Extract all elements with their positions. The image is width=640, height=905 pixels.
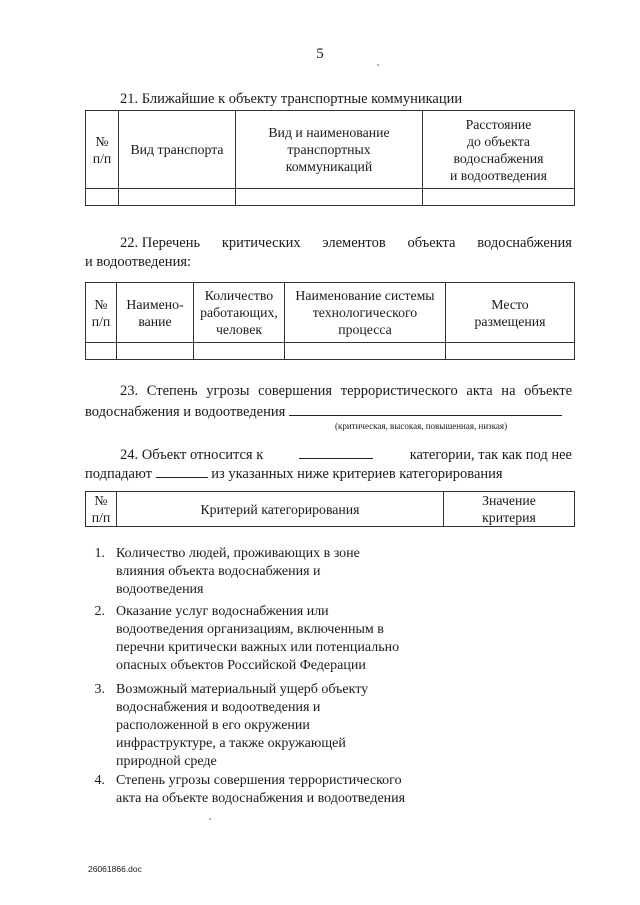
col-num-header: № п/п [86, 492, 117, 527]
section-22-word: критических [221, 235, 301, 251]
col-transport-type-header: Вид транспорта [119, 111, 236, 189]
criterion-number: 4. [94, 773, 105, 788]
section-22-word: 22. Перечень [120, 235, 201, 251]
section-24-line1-a: 24. Объект относится к [120, 447, 264, 463]
section-24-line2-b: из указанных ниже критериев категорирования [211, 466, 503, 482]
section-22-word: элементов [322, 235, 386, 251]
col-transport-name-header: Вид и наименование транспортных коммуникаций [236, 111, 423, 189]
file-name-footer: 26061866.doc [88, 864, 142, 874]
section-24-line1-b: категории, так как под нее [409, 447, 572, 463]
critical-elements-table [85, 282, 575, 360]
section-24-line2 [85, 464, 503, 483]
col-name-header: Наимено- вание [117, 283, 194, 343]
section-23-line2 [85, 402, 575, 421]
section-22-line2: и водоотведения: [85, 254, 192, 270]
criteria-count-blank [156, 464, 208, 478]
table-row [86, 343, 575, 360]
scan-speck [209, 818, 211, 820]
criterion-text: Оказание услуг водоснабжения или водоотведения организациям, включенным в перечни критически важных или потенциально опасных объектов Российской Федерации [116, 604, 400, 673]
col-num-header: № п/п [86, 283, 117, 343]
threat-level-blank [289, 402, 562, 416]
section-24-line2-a: подпадают [85, 466, 152, 482]
col-location-header: Место размещения [446, 283, 575, 343]
category-blank [299, 445, 373, 459]
col-system-header: Наименование системы технологического процесса [285, 283, 446, 343]
section-22-word: водоснабжения [477, 235, 572, 251]
section-23-line2-text: водоснабжения и водоотведения [85, 404, 286, 420]
section-21-heading: 21. Ближайшие к объекту транспортные коммуникации [120, 91, 463, 107]
transport-table [85, 110, 575, 206]
table-row [86, 189, 575, 206]
col-workers-header: Количество работающих, человек [194, 283, 285, 343]
criteria-table [85, 491, 575, 527]
col-value-header: Значение критерия [444, 492, 575, 527]
criterion-text: Возможный материальный ущерб объекту водоснабжения и водоотведения и расположенной в его окружении инфраструктуре, а также окружающей природной среде [116, 682, 369, 769]
scan-speck [377, 64, 379, 66]
section-22-word: объекта [407, 235, 456, 251]
section-23-line1: 23. Степень угрозы совершения террористического акта на объекте [120, 383, 572, 399]
col-criterion-header: Критерий категорирования [117, 492, 444, 527]
section-22-line1 [120, 234, 572, 252]
section-24-line1 [120, 445, 572, 464]
criterion-number: 1. [94, 546, 105, 561]
criterion-text: Степень угрозы совершения террористического акта на объекте водоснабжения и водоотведения [116, 773, 406, 806]
col-num-header: № п/п [86, 111, 119, 189]
criterion-number: 2. [94, 604, 105, 619]
col-distance-header: Расстояние до объекта водоснабжения и водоотведения [423, 111, 575, 189]
threat-level-hint: (критическая, высокая, повышенная, низкая) [335, 421, 508, 431]
criterion-text: Количество людей, проживающих в зоне влияния объекта водоснабжения и водоотведения [116, 546, 360, 597]
page-number: 5 [316, 46, 324, 62]
criterion-number: 3. [94, 682, 105, 697]
